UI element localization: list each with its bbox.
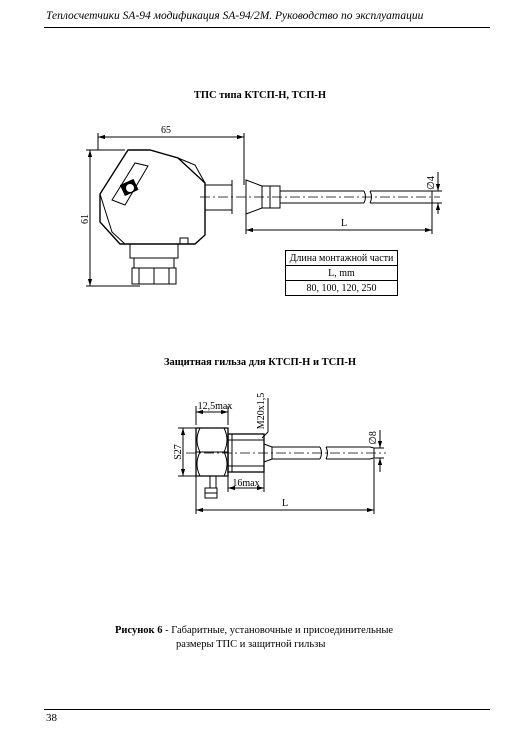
figure-caption bbox=[115, 624, 393, 652]
page-number: 38 bbox=[46, 712, 57, 724]
caption-label: Рисунок 6 bbox=[115, 625, 163, 636]
caption-line2: размеры ТПС и защитной гильзы bbox=[176, 639, 326, 650]
dim-16-label: 16max bbox=[232, 478, 260, 489]
dim-thread-label: M20x1,5 bbox=[256, 392, 267, 430]
drawing2-title: Защитная гильза для КТСП-Н и ТСП-Н bbox=[163, 357, 357, 368]
footer-rule bbox=[44, 709, 490, 710]
thermowell-drawing bbox=[178, 398, 386, 514]
caption-line1: - Габаритные, установочные и присоединительные bbox=[162, 625, 394, 636]
drawing1-title: ТПС типа КТСП-Н, ТСП-Н bbox=[193, 90, 327, 101]
dim-diameter-label: ∅4 bbox=[426, 176, 437, 190]
dim-hex-label: S27 bbox=[173, 444, 184, 460]
running-header: Теплосчетчики SA-94 модификация SA-94/2М. Руководство по эксплуатации bbox=[46, 10, 424, 22]
dim-length2-label: L bbox=[281, 498, 289, 509]
dim-height-label: 61 bbox=[80, 214, 91, 224]
dim-width-label: 65 bbox=[161, 125, 171, 136]
length-table bbox=[285, 250, 398, 296]
table-unit: L, mm bbox=[286, 266, 398, 281]
dim-length-label: L bbox=[340, 218, 348, 229]
dim-12-label: 12,5max bbox=[197, 401, 233, 412]
dim-diameter8-label: ∅8 bbox=[368, 431, 379, 445]
table-values: 80, 100, 120, 250 bbox=[286, 281, 398, 296]
table-header: Длина монтажной части bbox=[286, 251, 398, 266]
